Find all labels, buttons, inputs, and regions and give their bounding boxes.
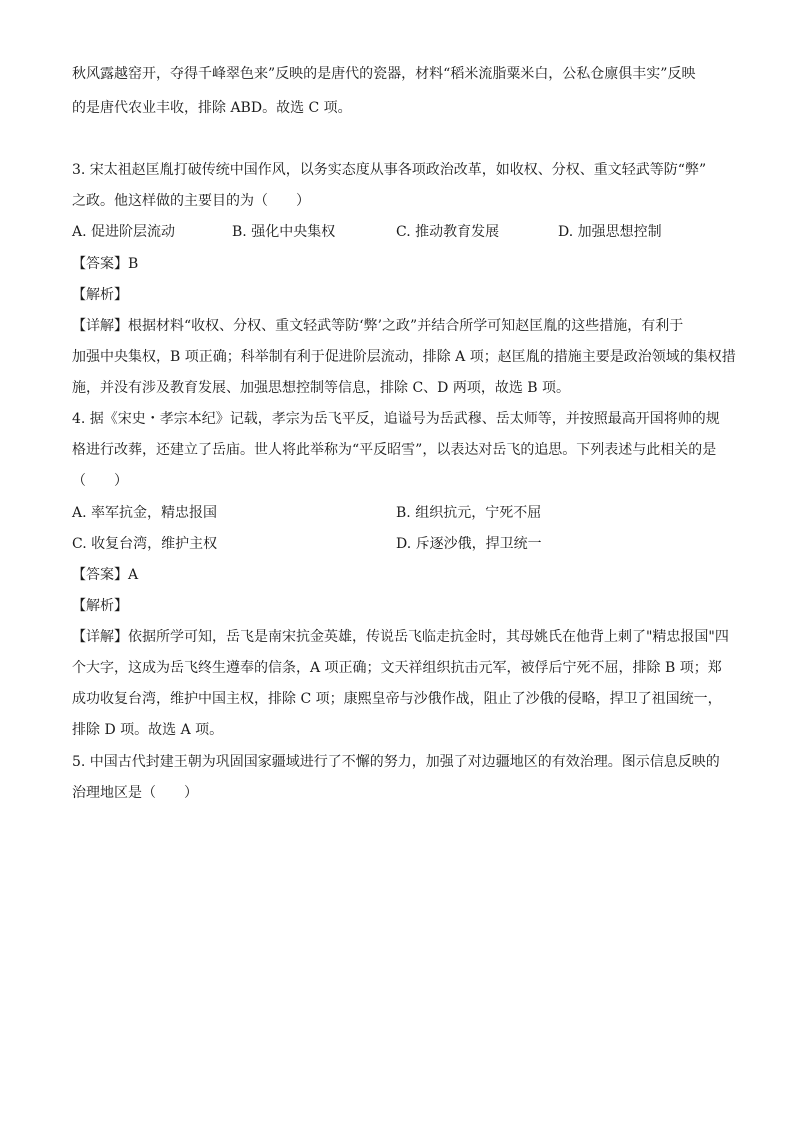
q3-stem-line-1: 3. 宋太祖赵匡胤打破传统中国作风，以务实态度从事各项政治改革，如收权、分权、重文轻武等防“弊” [72, 162, 707, 178]
q4-detail-line-1: 【详解】依据所学可知，岳飞是南宋抗金英雄，传说岳飞临走抗金时，其母姚氏在他背上刺了"精忠报国"四 [72, 629, 729, 645]
q3-option-c: C. 推动教育发展 [396, 224, 500, 240]
intro-line-2: 的是唐代农业丰收，排除 ABD。故选 C 项。 [72, 100, 352, 116]
q3-option-b: B. 强化中央集权 [232, 224, 336, 240]
q4-option-d: D. 斥逐沙俄，捍卫统一 [396, 536, 542, 552]
q4-option-c: C. 收复台湾，维护主权 [72, 536, 218, 552]
q4-detail-line-3: 成功收复台湾，维护中国主权，排除 C 项；康熙皇帝与沙俄作战，阻止了沙俄的侵略，捍卫了祖国统一， [72, 691, 722, 707]
q4-stem-line-1: 4. 据《宋史・孝宗本纪》记载，孝宗为岳飞平反，追谥号为岳武穆、岳太师等，并按照最高开国将帅的规 [72, 411, 720, 427]
q4-option-b: B. 组织抗元，宁死不屈 [396, 505, 542, 521]
q4-analysis-label: 【解析】 [72, 598, 128, 614]
q4-answer: 【答案】A [72, 567, 139, 583]
q3-option-d: D. 加强思想控制 [558, 224, 662, 240]
q3-answer: 【答案】B [72, 256, 139, 272]
q3-analysis-label: 【解析】 [72, 287, 128, 303]
q4-detail-line-4: 排除 D 项。故选 A 项。 [72, 722, 224, 738]
intro-line-1: 秋风露越窑开，夺得千峰翠色来”反映的是唐代的瓷器，材料“稻米流脂粟米白，公私仓廪俱丰实”反映 [72, 66, 696, 82]
q3-option-a: A. 促进阶层流动 [72, 224, 176, 240]
q4-stem-line-2: 格进行改葬，还建立了岳庙。世人将此举称为“平反昭雪”，以表达对岳飞的追思。下列表述与此相关的是 [72, 442, 717, 458]
q4-detail-line-2: 个大字，这成为岳飞终生遵奉的信条，A 项正确；文天祥组织抗击元军，被俘后宁死不屈，排除 B 项；郑 [72, 660, 722, 676]
q4-stem-line-3: （ ） [72, 473, 128, 489]
q3-detail-line-1: 【详解】根据材料“收权、分权、重文轻武等防‘弊’之政”并结合所学可知赵匡胤的这些措施，有利于 [72, 318, 684, 334]
q5-stem-line-2: 治理地区是（ ） [72, 785, 198, 801]
q3-stem-line-2: 之政。他这样做的主要目的为（ ） [72, 193, 310, 209]
q3-detail-line-3: 施，并没有涉及教育发展、加强思想控制等信息，排除 C、D 两项，故选 B 项。 [72, 380, 571, 396]
q4-option-a: A. 率军抗金，精忠报国 [72, 505, 218, 521]
q3-detail-line-2: 加强中央集权，B 项正确；科举制有利于促进阶层流动，排除 A 项；赵匡胤的措施主要是政治领域的集权措 [72, 349, 736, 365]
q5-stem-line-1: 5. 中国古代封建王朝为巩固国家疆域进行了不懈的努力，加强了对边疆地区的有效治理。图示信息反映的 [72, 754, 720, 770]
